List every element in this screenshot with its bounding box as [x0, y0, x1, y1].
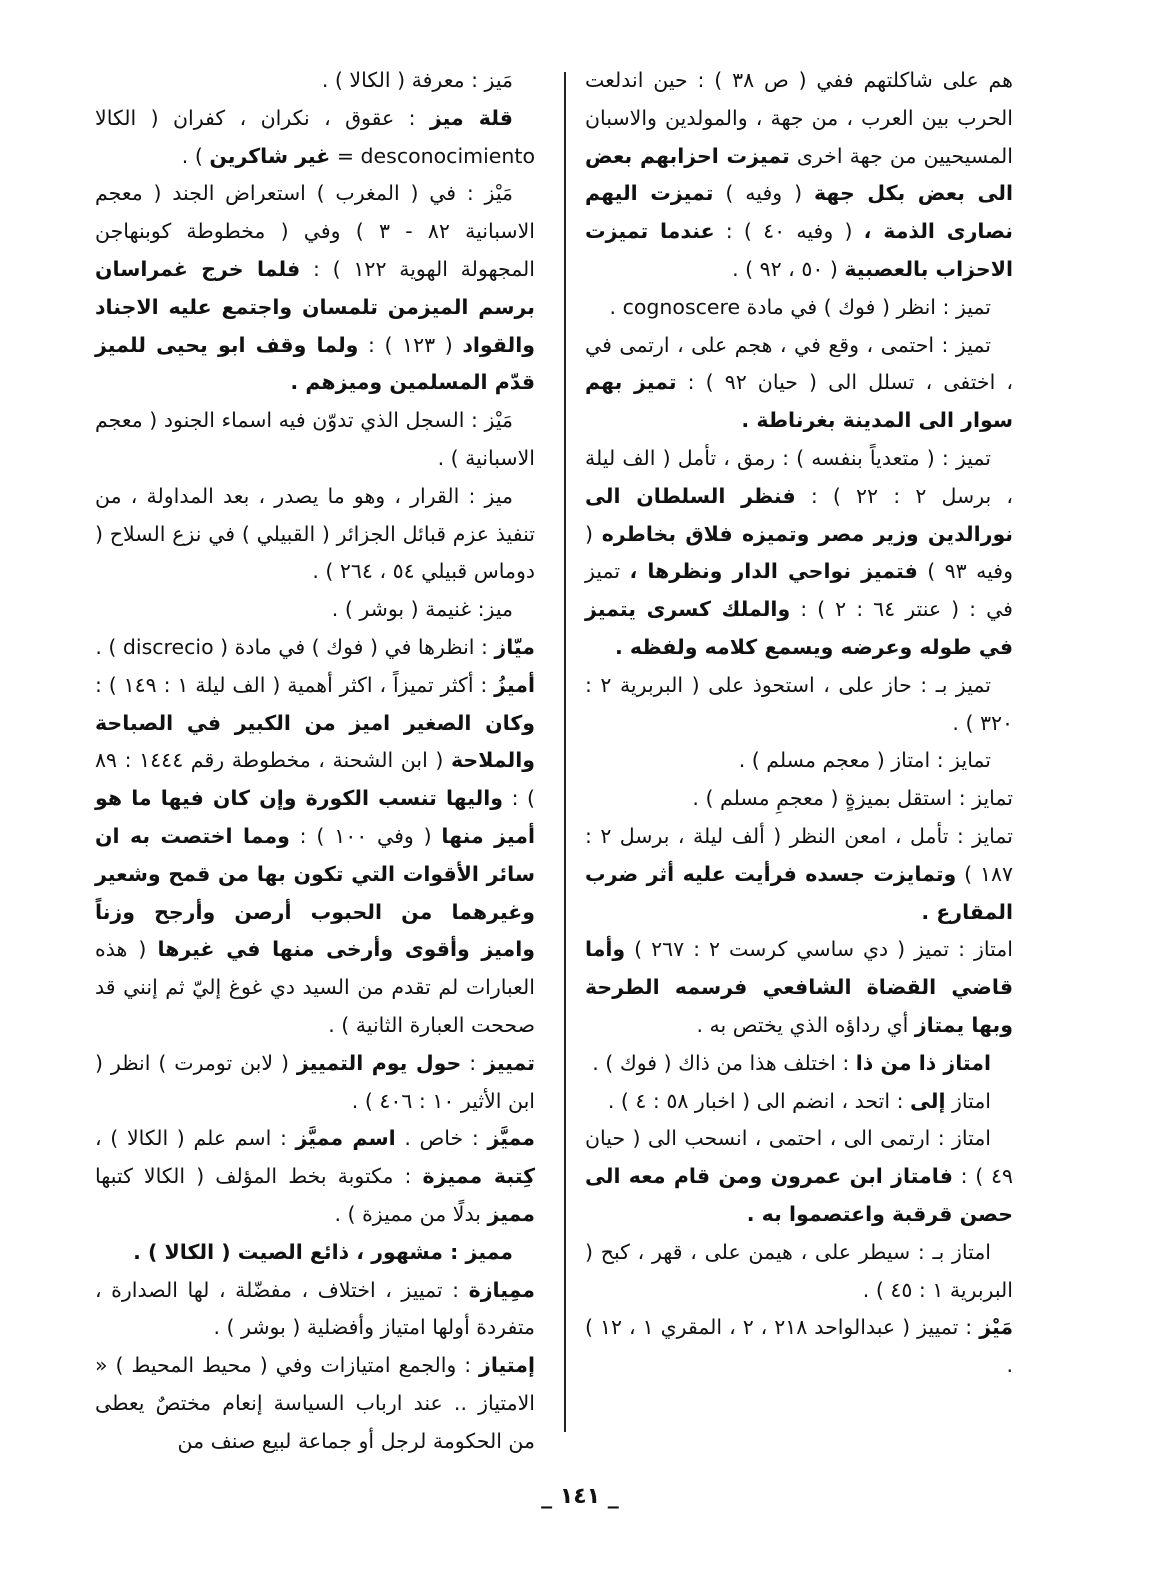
text-run: امتاز : ارتمى الى ، احتمى ، انسحب الى ( حيان ٤٩ ) :: [585, 1126, 1013, 1189]
text-run: : اختلف هذا من ذاك ( فوك ) .: [592, 1050, 856, 1075]
text-run: ميز: غنيمة ( بوشر ) .: [331, 597, 513, 622]
text-run: أي رداؤه الذي يختص به .: [696, 1012, 915, 1037]
text-run: ( ابن الشحنة ، مخطوطة رقم ١٤٤٤ : ٨٩ ) :: [95, 748, 535, 811]
bold-text: ومما اختصت به ان سائر الأقوات التي تكون بها من قمح وشعير وغيرهما من الحبوب أرصن وأرجح وزناً واميز وأقوى وأرخى منها في غيرها: [95, 823, 535, 962]
text-run: امتاز : تميز ( دي ساسي كرست ٢ : ٢٦٧ ): [625, 937, 1013, 962]
text-run: امتاز بـ : سيطر على ، هيمن على ، قهر ، كبح ( البربرية ١ : ٤٥ ) .: [585, 1239, 1013, 1302]
bold-text: وأما قاضي القضاة الشافعي فرسمه الطرحة وبها يمتاز: [585, 937, 1013, 1037]
text-run: مَيْز : السجل الذي تدوّن فيه اسماء الجنود ( معجم الاسبانية ) .: [95, 408, 535, 470]
text-run: تمايز : تأمل ، امعن النظر ( ألف ليلة ، برسل ٢ : ١٨٧ ): [585, 823, 1014, 886]
right-column-entry: [585, 742, 1013, 780]
right-column-entry: [585, 1083, 1013, 1121]
text-run: : انظرها في ( فوك ) في مادة ( discrecio ) .: [95, 634, 495, 659]
bold-text: وتمايزت جسده فرأيت عليه أثر ضرب المقارع .: [585, 861, 1013, 924]
text-run: ) .: [181, 143, 210, 168]
bold-text: مميز: [487, 1201, 535, 1226]
text-run: مَيز : معرفة ( الكالا ) .: [321, 68, 513, 92]
text-run: تميز : احتمى ، وقع في ، هجم على ، ارتمى في ، اختفى ، تسلل الى ( حيان ٩٢ ) :: [585, 332, 1013, 395]
right-column-entry: [585, 62, 1013, 289]
text-run: هم على شاكلتهم ففي ( ص ٣٨ ) : حين اندلعت الحرب بين العرب ، من جهة ، والمولدين والاسبان المسيحيين من جهة اخرى: [585, 68, 1013, 168]
left-column-entry: [95, 591, 535, 629]
left-column-entry: [95, 175, 535, 402]
left-column-entry: [95, 402, 535, 478]
right-column-entry: [585, 289, 1013, 327]
text-run: ( هذه العبارات لم تقدم من السيد دي غوغ إليّ ثم إنني قد صححت العبارة الثانية ) .: [95, 937, 535, 1037]
bold-text: فنظر السلطان الى نورالدين وزير مصر وتميزه فلاق بخاطره: [585, 483, 1013, 546]
text-run: تميز بـ : حاز على ، استحوذ على ( البربرية ٢ : ٣٢٠ ) .: [585, 672, 1013, 735]
text-run: ( وفيه ٩٣ ): [585, 521, 1013, 584]
text-run: تميز : انظر ( فوك ) في مادة cognoscere .: [609, 294, 991, 319]
left-column-entry: [95, 667, 535, 1045]
bold-text: ممِيازة: [468, 1277, 535, 1302]
left-column: [95, 62, 535, 1460]
bold-text: امتاز ذا من ذا: [855, 1050, 991, 1075]
text-run: ( ١٢٣ ) :: [358, 332, 463, 357]
bold-text: اسم مميَّز: [295, 1126, 396, 1151]
text-run: : عقوق ، نكران ، كفران ( الكالا desconocimiento =: [95, 105, 535, 168]
bold-text: فلما خرج غمراسان برسم الميزمن تلمسان واجتمع عليه الاجناد والقواد: [95, 256, 535, 357]
right-column-entry: [585, 1120, 1013, 1233]
bold-text: مَيْز: [979, 1315, 1014, 1340]
text-run: تمايز : استقل بميزةٍ ( معجمِ مسلم ) .: [692, 786, 1013, 811]
text-run: : اسم علم ( الكالا ) ،: [95, 1126, 296, 1151]
bold-text: حول يوم التمييز: [296, 1050, 462, 1075]
text-run: : أكثر تميزاً ، اكثر أهمية ( الف ليلة ١ : ١٤٩ ) :: [95, 672, 495, 697]
text-run: : خاص .: [395, 1126, 488, 1151]
left-column-entry: [95, 1347, 535, 1460]
bold-text: فتميز نواحي الدار ونظرها ،: [629, 559, 918, 584]
right-column-entry: [585, 1045, 1013, 1083]
right-column-entry: [585, 931, 1013, 1044]
right-column-entry: [585, 667, 1013, 743]
left-column-entry: [95, 1234, 535, 1272]
bold-text: وكان الصغير اميز من الكبير في الصباحة والملاحة: [95, 710, 535, 773]
page-number: _ ١٤١ _: [541, 1484, 619, 1509]
text-run: :: [461, 1050, 485, 1075]
text-run: ( لابن تومرت ) انظر ( ابن الأثير ١٠ : ٤٠٦ ) .: [95, 1050, 535, 1113]
right-column-entry: [585, 780, 1013, 818]
text-run: ( ٥٠ ، ٩٢ ) .: [732, 256, 845, 281]
text-run: مَيْز : في ( المغرب ) استعراض الجند ( معجم الاسبانية ٨٢ - ٣ ) وفي ( مخطوطة كوبنهاجن المجهولة الهوية ١٢٢ ) :: [95, 181, 535, 281]
text-run: : والجمع امتيازات وفي ( محيط المحيط ) « الامتياز .. عند ارباب السياسة إنعام مختصٌ يعطى من الحكومة لرجل أو جماعة لبيع صنف من: [95, 1353, 535, 1453]
bold-text: تميز بهم سوار الى المدينة بغرناطة .: [585, 370, 1013, 433]
text-run: ميز : القرار ، وهو ما يصدر ، بعد المداولة ، من تنفيذ عزم قبائل الجزائر ( القبيلي ) في نزع السلاح ( دوماس قبيلي ٥٤ ، ٢٦٤ ) .: [95, 483, 535, 584]
text-run: : تمييز ( عبدالواحد ٢١٨ ، ٢ ، المقري ١ ، ١٢ ) .: [585, 1315, 1013, 1378]
bold-text: تمييز: [484, 1050, 535, 1075]
bold-text: إمتياز: [479, 1353, 535, 1378]
left-column-entry: [95, 1120, 535, 1233]
text-run: بدلًا من مميزة ) .: [334, 1201, 488, 1226]
text-run: ( وفيه ٤٠ ) :: [714, 219, 864, 244]
left-column-entry: [95, 629, 535, 667]
bold-text: كِتبة مميزة: [422, 1164, 535, 1189]
left-column-entry: [95, 100, 535, 176]
text-run: تميز : ( متعدياً بنفسه ) : رمق ، تأمل ( الف ليلة ، برسل ٢ : ٢٢ ) :: [585, 445, 1013, 508]
text-run: ( وفي ١٠٠ ) :: [289, 823, 442, 848]
right-column-entry: [585, 1309, 1013, 1385]
left-column-entry: [95, 1272, 535, 1348]
bold-text: واليها تنسب الكورة وإن كان فيها ما هو أميز منها: [95, 786, 535, 848]
bold-text: تميزت اليهم نصارى الذمة ،: [585, 181, 1013, 244]
text-run: : اتحد ، انضم الى ( اخبار ٥٨ : ٤ ) .: [607, 1088, 910, 1113]
right-column-entry: [585, 440, 1013, 667]
bold-text: فامتاز ابن عمرون ومن قام معه الى حصن قرقبة واعتصموا به .: [585, 1164, 1013, 1226]
right-column-entry: [585, 327, 1013, 440]
bold-text: مميَّز: [487, 1126, 535, 1151]
bold-text: أميزُ: [494, 672, 536, 697]
bold-text: ميّاز: [494, 634, 535, 659]
text-run: تمايز : امتاز ( معجم مسلم ) .: [738, 748, 991, 773]
text-run: : مكتوبة بخط المؤلف ( الكالا كتبها: [95, 1164, 423, 1189]
left-column-entry: [95, 1045, 535, 1121]
right-column-entry: [585, 818, 1013, 931]
left-column-entry: [95, 478, 535, 591]
right-column: [585, 62, 1013, 1385]
bold-text: غير شاكرين: [209, 143, 331, 168]
bold-text: عندما تميزت الاحزاب بالعصبية: [585, 219, 1013, 281]
text-run: : تمييز ، اختلاف ، مفضّلة ، لها الصدارة ، متفردة أولها امتياز وأفضلية ( بوشر ) .: [95, 1277, 535, 1340]
bold-text: إلى: [910, 1088, 946, 1113]
text-run: تميز في : ( عنتر ٦٤ : ٢ ) :: [585, 559, 1013, 622]
text-run: ( وفيه ): [713, 181, 814, 206]
bold-text: والملك كسرى يتميز في طوله وعرضه ويسمع كلامه ولفظه .: [585, 597, 1013, 659]
bold-text: ولما وقف ابو يحيى للميز قدّم المسلمين وميزهم .: [95, 332, 535, 395]
left-column-entry: [95, 62, 535, 100]
bold-text: مميز : مشهور ، ذائع الصيت ( الكالا ) .: [133, 1239, 513, 1264]
right-column-entry: [585, 1234, 1013, 1310]
column-divider: [564, 72, 566, 1432]
text-run: امتاز: [945, 1088, 991, 1113]
bold-text: قلة ميز: [429, 105, 513, 130]
bold-text: تميزت احزابهم بعض الى بعض بكل جهة: [585, 143, 1013, 206]
